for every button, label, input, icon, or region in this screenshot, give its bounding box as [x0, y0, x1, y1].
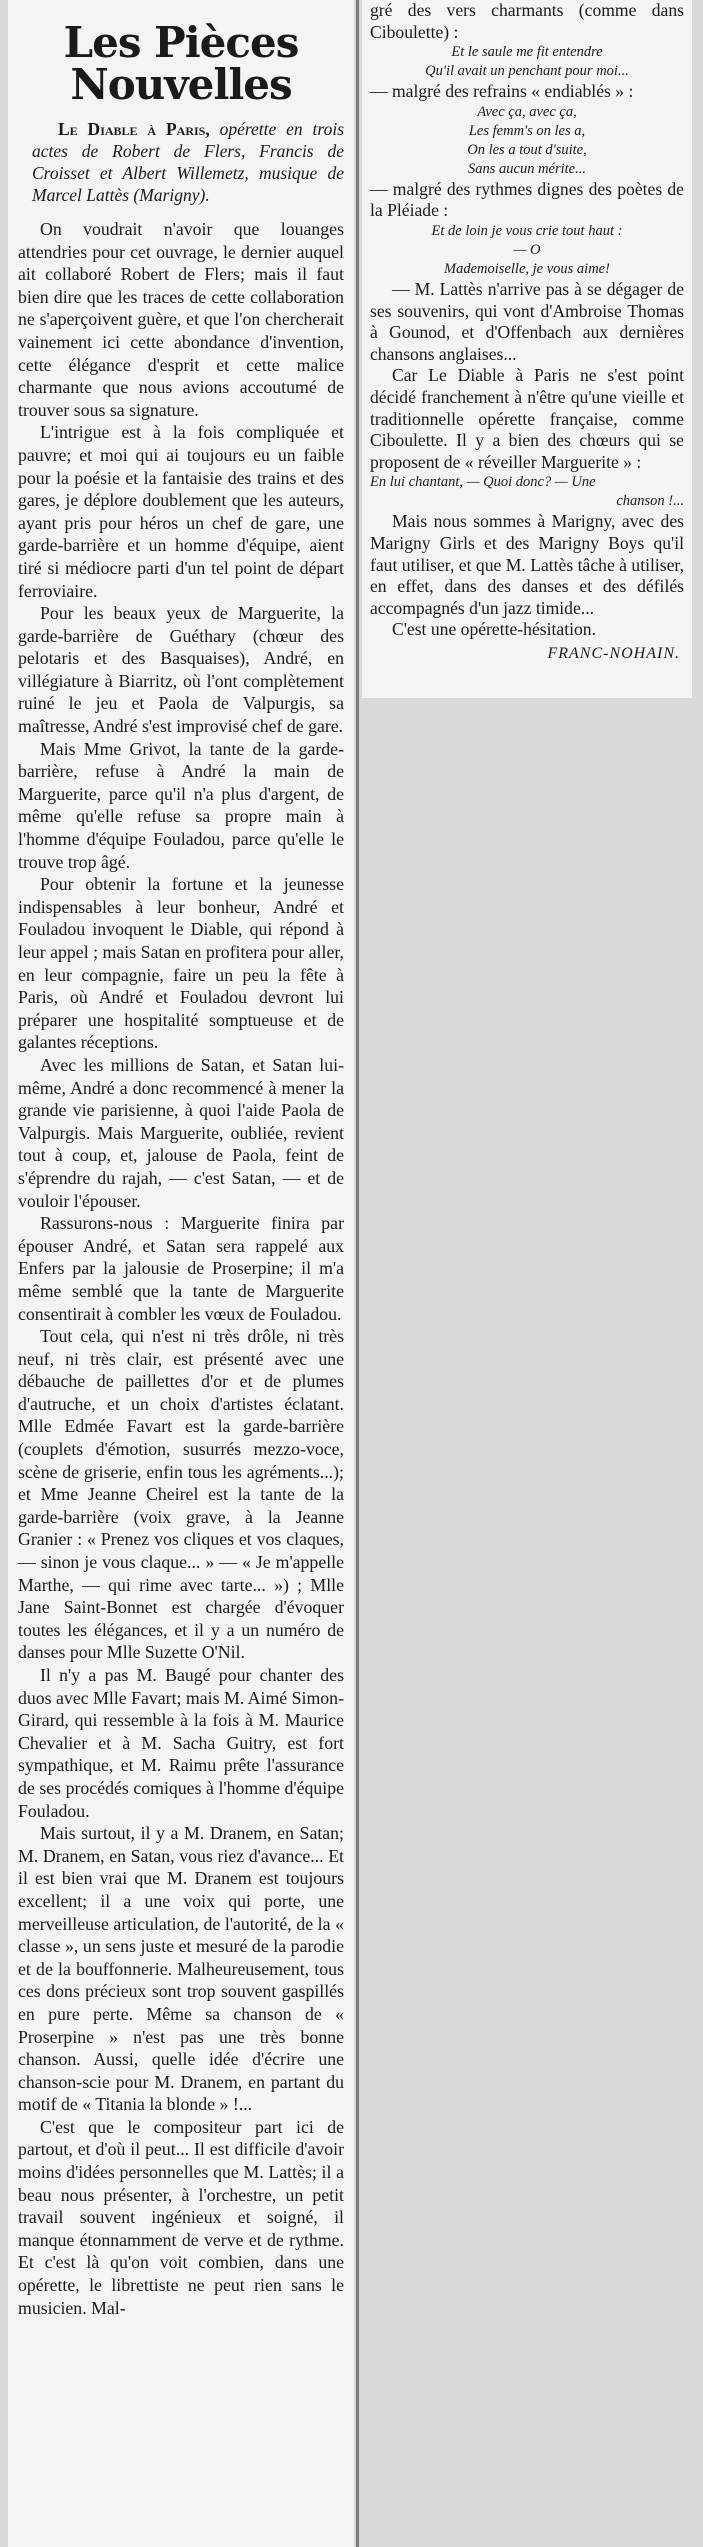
- article-column-right: [362, 0, 692, 698]
- paragraph: L'intrigue est à la fois compliquée et pauvre; et moi qui ai toujours eu un faible pour la poésie et la fantaisie des trains et des gares, je déplore doublement que les auteurs, ayant pris pour héros un chef de gare, une garde-barrière et un homme d'équipe, aient tiré si médiocre parti d'un tel point de départ ferroviaire.: [18, 422, 344, 601]
- intro-play-title: Le Diable à Paris,: [58, 119, 210, 139]
- paragraph: Mais surtout, il y a M. Dranem, en Satan; M. Dranem, en Satan, vous riez d'avance... Et il est bien vrai que M. Dranem est toujours excellent; il a une voix qui porte, une merveilleuse articulation, de l'autorité, de la « classe », un sens juste et mesuré de la parodie et de la bouffonnerie. Malheureusement, tous ces dons précieux sont trop souvent gaspillés en pure perte. Même sa chanson de « Proserpine » n'est pas une très bonne chanson. Aussi, quelle idée d'écrire une chanson-scie pour M. Dranem, en partant du motif de « Titania la blonde » !...: [18, 1823, 344, 2115]
- paragraph: On voudrait n'avoir que louanges attendries pour cet ouvrage, le dernier auquel ait collaboré Robert de Flers; mais il faut bien dire que les traces de cette collaboration ne s'aperçoivent guère, et que l'on chercherait vainement ici cette abondance d'invention, cette élégance d'esprit et cette malice charmante que nous avions accoutumé de trouver sous sa signature.: [18, 219, 344, 420]
- paragraph: — M. Lattès n'arrive pas à se dégager de ses souvenirs, qui vont d'Ambroise Thomas à Gounod, et d'Offenbach aux dernières chansons anglaises...: [370, 278, 684, 364]
- author-signature: FRANC-NOHAIN.: [547, 644, 680, 662]
- verse-line: Avec ça, avec ça,: [477, 103, 577, 120]
- paragraph: Avec les millions de Satan, et Satan lui-même, André a donc recommencé à mener la grande vie parisienne, à quoi l'aide Paola de Valpurgis. Mais Marguerite, oubliée, revient tout à coup, et, jalouse de Paola, feint de s'éprendre du rajah, — c'est Satan, — et de vouloir l'épouser.: [18, 1054, 344, 1211]
- verse-line: Sans aucun mérite...: [468, 160, 586, 177]
- paragraph: — malgré des rythmes dignes des poètes de la Pléiade :: [370, 178, 684, 221]
- article-intro: [32, 118, 344, 206]
- paragraph: Il n'y a pas M. Baugé pour chanter des duos avec Mlle Favart; mais M. Aimé Simon-Girard, qui ressemble à la fois à M. Maurice Chevalier et à M. Sacha Guitry, est fort sympathique, et M. Raimu prête l'assurance de ses procédés comiques à l'homme d'équipe Fouladou.: [18, 1665, 344, 1821]
- verse-line: En lui chantant, — Quoi donc? — Une: [370, 474, 596, 491]
- verse-line: chanson !...: [616, 493, 684, 510]
- column-separator: [356, 0, 359, 2547]
- paragraph: Pour obtenir la fortune et la jeunesse indispensables à leur bonheur, André et Fouladou invoquent le Diable, qui répond à leur appel ; mais Satan en profitera pour aller, en leur compagnie, faire un peu la fête à Paris, où André et Fouladou devront lui préparer une hospitalité somptueuse et de galantes réceptions.: [18, 874, 344, 1053]
- paragraph: Rassurons-nous : Marguerite finira par épouser André, et Satan sera rappelé aux Enfers par la jalousie de Proserpine; il m'a même semblé que la tante de Marguerite consentirait à combler les vœux de Fouladou.: [18, 1213, 344, 1324]
- paragraph: gré des vers charmants (comme dans Ciboulette) :: [370, 0, 684, 42]
- verse-line: Et le saule me fit entendre: [451, 44, 603, 61]
- paragraph: Car Le Diable à Paris ne s'est point décidé franchement à n'être qu'une vieille et traditionnelle opérette française, comme Ciboulette. Il y a bien des chœurs qui se proposent de « réveiller Marguerite » :: [370, 365, 684, 472]
- paragraph: C'est que le compositeur part ici de partout, et d'où il peut... Il est difficile d'avoir moins d'idées personnelles que M. Lattès; il a beau nous présenter, à l'orchestre, un petit travail souvent ingénieux et soigné, il manque étonnamment de verve et de rythme. Et c'est là qu'on voit combien, dans une opérette, le librettiste ne peut rien sans le musicien. Mal-: [18, 2116, 344, 2318]
- verse-line: Les femm's on les a,: [468, 122, 586, 139]
- verse-line: Mademoiselle, je vous aime!: [444, 260, 610, 277]
- paragraph: C'est une opérette-hésitation.: [392, 619, 596, 640]
- paragraph: Tout cela, qui n'est ni très drôle, ni très neuf, ni très clair, est présenté avec une débauche de paillettes d'or et de plumes d'autruche, et un choix d'artistes éclatant. Mlle Edmée Favart est la garde-barrière (couplets d'émotion, susurrés mezzo-voce, scène de griserie, enfin tous les agréments...); et Mme Jeanne Cheirel est la tante de la garde-barrière (voix grave, à la Jeanne Granier : « Prenez vos cliques et vos claques, — sinon je vous claque... » — « Je m'appelle Marthe, — qui rime avec tarte... ») ; Mlle Jane Saint-Bonnet est chargée d'évoquer toutes les élégances, et il y a un numéro de danses pour Mlle Suzette O'Nil.: [18, 1326, 344, 1663]
- paragraph: Pour les beaux yeux de Marguerite, la garde-barrière de Guéthary (chœur des pelotaris et des Basquaises), André, en villégiature à Biarritz, où l'ont complètement ruiné le jeu et Paola de Valpurgis, sa maîtresse, André s'est improvisé chef de gare.: [18, 603, 344, 737]
- verse-line: On les a tout d'suite,: [467, 141, 587, 158]
- verse-line: — O: [513, 241, 541, 258]
- paragraph: Mais nous sommes à Marigny, avec des Marigny Girls et des Marigny Boys qu'il faut utiliser, et que M. Lattès tâche à utiliser, en effet, dans des danses et des défilés accompagnés d'un jazz timide...: [370, 511, 684, 618]
- paragraph: Mais Mme Grivot, la tante de la garde-barrière, refuse à André la main de Marguerite, parce qu'il n'a plus d'argent, de même qu'elle refuse sa propre main à l'homme d'équipe Fouladou, parce qu'elle le trouve trop âgé.: [18, 738, 344, 872]
- article-title: Les Pièces Nouvelles: [63, 18, 299, 109]
- article-column-left: [8, 0, 354, 2547]
- verse-line: Et de loin je vous crie tout haut :: [431, 222, 623, 239]
- paragraph: — malgré des refrains « endiablés » :: [370, 81, 634, 102]
- verse-line: Qu'il avait un penchant pour moi...: [425, 63, 629, 80]
- intro-credits: opérette en trois actes de Robert de Flers, Francis de Croisset et Albert Willemetz, musique de Marcel Lattès (Marigny).: [32, 119, 344, 205]
